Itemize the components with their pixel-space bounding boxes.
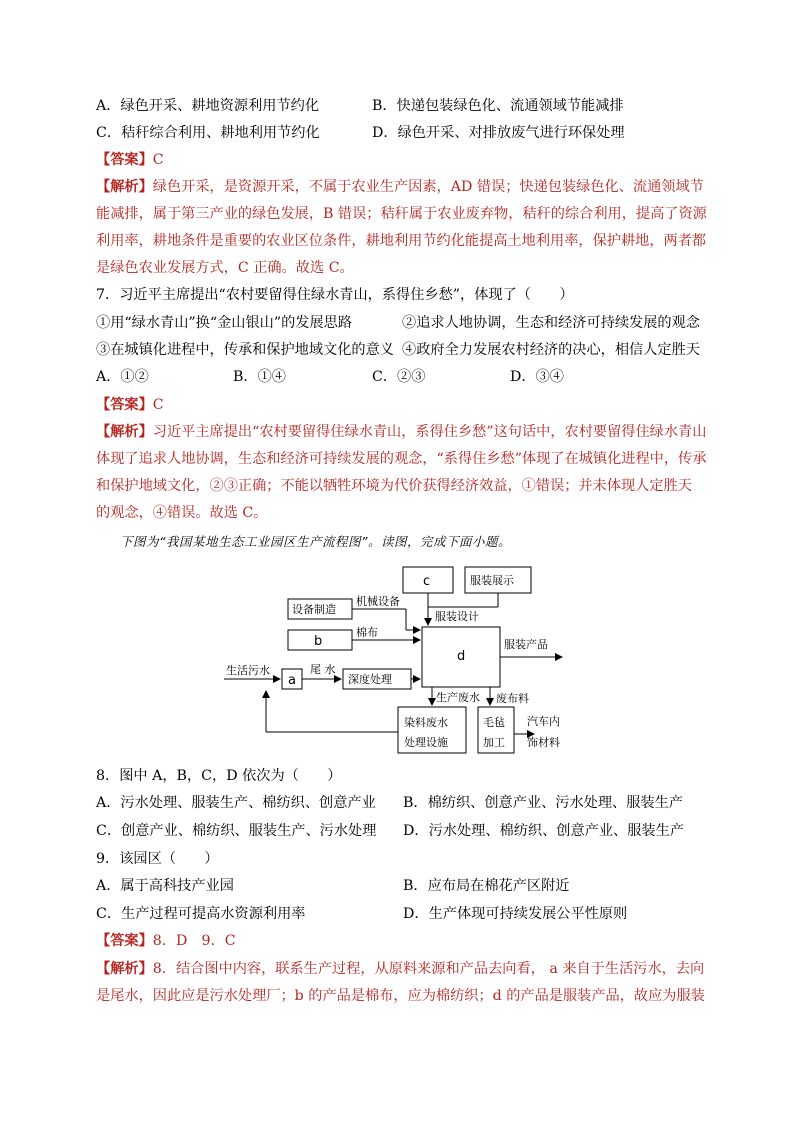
answer-value: C — [152, 397, 164, 413]
flow-diagram — [222, 562, 572, 762]
q7-option-a: A．①② — [96, 369, 149, 385]
label-tail-water: 尾 水 — [310, 663, 336, 676]
q6-option-b: B．快递包装绿色化、流通领域节能减排 — [372, 98, 624, 114]
q7-analysis-line-2: 体现了追求人地协调，生态和经济可持续发展的观念，“系得住乡愁”体现了在城镇化进程中，传承 — [96, 451, 707, 467]
label-machinery: 机械设备 — [356, 595, 400, 608]
q9-answer — [96, 931, 236, 951]
label-cotton-cloth: 棉布 — [356, 626, 378, 639]
q7-analysis-line-3: 和保护地域文化，②③正确；不能以牺牲环境为代价获得经济效益，①错误；并未体现人定胜天 — [96, 478, 692, 494]
answer-value: C — [152, 152, 164, 168]
q6-option-a: A．绿色开采、耕地资源利用节约化 — [96, 98, 320, 114]
analysis-tag: 【解析】 — [96, 424, 153, 440]
q9-analysis-line-1: 【解析】8．结合图中内容，联系生产过程，从原料来源和产品去向看， a 来自于生活污水，去向 — [96, 961, 705, 977]
q6-analysis-line-2: 能减排，属于第三产业的绿色发展，B 错误；秸秆属于农业废弃物，秸秆的综合利用，提高了资源 — [96, 206, 707, 222]
label-equipment-mfg: 设备制造 — [292, 603, 336, 616]
q8-stem: 8．图中 A，B，C，D 依次为（ ） — [96, 768, 342, 784]
q9-option-d: D．生产体现可持续发展公平性原则 — [403, 906, 628, 922]
figure-caption: 下图为“我国某地生态工业园区生产流程图”。读图，完成下面小题。 — [120, 534, 511, 549]
q7-item-2: ②追求人地协调，生态和经济可持续发展的观念 — [402, 315, 700, 331]
q8-option-b: B．棉纺织、创意产业、污水处理、服装生产 — [403, 795, 683, 811]
q7-answer — [96, 395, 164, 415]
label-dye-facility-1: 染料废水 — [404, 716, 448, 729]
q6-answer — [96, 150, 164, 170]
q9-option-c: C．生产过程可提高水资源利用率 — [96, 906, 306, 922]
q9-option-a: A．属于高科技产业园 — [96, 878, 234, 894]
label-garment-products: 服装产品 — [504, 638, 548, 651]
label-deep-treatment: 深度处理 — [348, 673, 392, 686]
label-felt-1: 毛毡 — [483, 716, 505, 729]
q9-option-b: B．应布局在棉花产区附近 — [403, 878, 570, 894]
q6-analysis-line-1: 【解析】绿色开采，是资源开采，不属于农业生产因素，AD 错误；快递包装绿色化、流通领域节 — [96, 179, 704, 195]
q6-option-d: D．绿色开采、对排放废气进行环保处理 — [372, 125, 625, 141]
q7-analysis-line-1: 【解析】习近平主席提出“农村要留得住绿水青山，系得住乡愁”这句话中，农村要留得住绿水青山 — [96, 424, 707, 440]
label-felt-2: 加工 — [483, 736, 505, 749]
analysis-tag: 【解析】 — [96, 179, 153, 195]
q6-analysis-line-4: 是绿色农业发展方式，C 正确。故选 C。 — [96, 260, 354, 276]
q8-option-d: D．污水处理、棉纺织、创意产业、服装生产 — [403, 823, 684, 839]
label-production-wastewater: 生产废水 — [436, 691, 480, 704]
q9-analysis-line-2: 是尾水，因此应是污水处理厂；b 的产品是棉布，应为棉纺织；d 的产品是服装产品，故应为服装 — [96, 988, 705, 1004]
q7-option-d: D．③④ — [510, 369, 564, 385]
label-b: b — [314, 634, 323, 649]
label-design: 服装设计 — [435, 610, 479, 623]
label-d: d — [457, 649, 466, 664]
q8-option-a: A．污水处理、服装生产、棉纺织、创意产业 — [96, 795, 376, 811]
answer-tag: 【答案】 — [96, 397, 153, 413]
answer-tag: 【答案】 — [96, 152, 153, 168]
q9-stem: 9．该园区（ ） — [96, 851, 219, 867]
q8-option-c: C．创意产业、棉纺织、服装生产、污水处理 — [96, 823, 377, 839]
q7-option-b: B．①④ — [233, 369, 286, 385]
q7-item-4: ④政府全力发展农村经济的决心，相信人定胜天 — [402, 342, 700, 358]
label-dye-facility-2: 处理设施 — [404, 736, 448, 749]
label-domestic-sewage: 生活污水 — [226, 664, 270, 677]
q7-item-1: ①用“绿水青山”换“金山银山”的发展思路 — [96, 315, 353, 331]
label-c: c — [423, 574, 431, 589]
answer-tag: 【答案】 — [96, 933, 153, 949]
label-waste-fabric: 废布料 — [496, 692, 529, 705]
answer-value: 8．D 9．C — [152, 933, 236, 949]
label-fashion-show: 服装展示 — [470, 574, 514, 587]
analysis-tag: 【解析】 — [96, 961, 153, 977]
label-a: a — [288, 673, 296, 688]
q7-item-3: ③在城镇化进程中，传承和保护地域文化的意义 — [96, 342, 394, 358]
q7-stem: 7．习近平主席提出“农村要留得住绿水青山，系得住乡愁”，体现了（ ） — [96, 287, 574, 303]
q7-option-c: C．②③ — [372, 369, 426, 385]
q6-option-c: C．秸秆综合利用、耕地利用节约化 — [96, 125, 320, 141]
q6-analysis-line-3: 利用率，耕地条件是重要的农业区位条件，耕地利用节约化能提高土地利用率，保护耕地，两者都 — [96, 233, 707, 249]
label-car-interior-2: 饰材料 — [527, 736, 560, 749]
label-car-interior-1: 汽车内 — [527, 715, 560, 728]
q7-analysis-line-4: 的观念，④错误。故选 C。 — [96, 505, 268, 521]
